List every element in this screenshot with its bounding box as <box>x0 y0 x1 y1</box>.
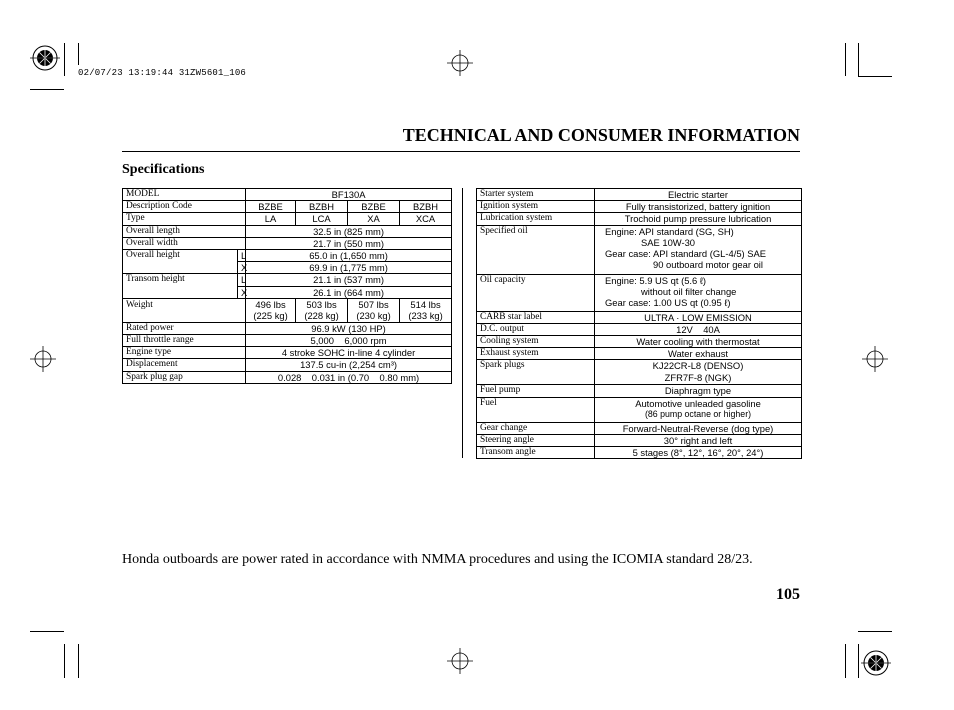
type-3: XA <box>348 213 400 225</box>
throttle-label: Full throttle range <box>123 335 246 347</box>
table-row <box>477 434 802 446</box>
fuel-value <box>595 397 802 422</box>
table-row <box>123 213 452 225</box>
height-x-key: X <box>238 262 246 274</box>
width-value: 21.7 in (550 mm) <box>246 237 452 249</box>
fuelpump-label: Fuel pump <box>477 385 595 397</box>
length-value: 32.5 in (825 mm) <box>246 225 452 237</box>
desc-code-2: BZBH <box>296 201 348 213</box>
type-2: LCA <box>296 213 348 225</box>
fuel-line-1: Automotive unleaded gasoline <box>635 397 761 409</box>
weight-1-kg: (225 kg) <box>253 310 288 322</box>
weight-label: Weight <box>123 298 246 322</box>
type-4: XCA <box>400 213 452 225</box>
table-row <box>477 201 802 213</box>
table-row <box>123 225 452 237</box>
type-label: Type <box>123 213 246 225</box>
fuel-line-2: (86 pump octane or higher) <box>644 408 752 419</box>
weight-3 <box>348 298 400 322</box>
table-row <box>123 298 452 322</box>
table-row <box>477 397 802 422</box>
registration-target-bottom-right <box>861 648 891 678</box>
weight-2-lbs: 503 lbs <box>306 298 337 310</box>
capacity-line-1: Engine: 5.9 US qt (5.6 ℓ) <box>605 274 707 286</box>
gap-label: Spark plug gap <box>123 371 246 383</box>
fuel-label: Fuel <box>477 397 595 422</box>
table-row <box>123 189 452 201</box>
type-1: LA <box>246 213 296 225</box>
registration-crosshair-top <box>447 50 473 76</box>
plugs-line-1: KJ22CR-L8 (DENSO) <box>652 360 744 372</box>
height-label: Overall height <box>123 250 238 274</box>
exhaust-label: Exhaust system <box>477 348 595 360</box>
transom-l-key: L <box>238 274 246 286</box>
carb-value: ULTRA · LOW EMISSION <box>595 311 802 323</box>
oil-line-1: Engine: API standard (SG, SH) <box>605 225 734 237</box>
oil-value <box>595 225 802 274</box>
oil-line-4: 90 outboard motor gear oil <box>653 259 763 271</box>
carb-label: CARB star label <box>477 311 595 323</box>
height-l-key: L <box>238 250 246 262</box>
weight-4-kg: (233 kg) <box>408 310 443 322</box>
displacement-value: 137.5 cu-in (2,254 cm³) <box>246 359 452 371</box>
weight-1 <box>246 298 296 322</box>
weight-3-lbs: 507 lbs <box>358 298 389 310</box>
capacity-line-3: Gear case: 1.00 US qt (0.95 ℓ) <box>605 297 731 309</box>
desc-code-3: BZBE <box>348 201 400 213</box>
plugs-value <box>595 360 802 385</box>
registration-crosshair-left <box>30 346 56 372</box>
table-row <box>123 237 452 249</box>
column-divider <box>462 188 463 458</box>
transom-l-value: 21.1 in (537 mm) <box>246 274 452 286</box>
table-row <box>477 422 802 434</box>
power-value: 96.9 kW (130 HP) <box>246 322 452 334</box>
weight-1-lbs: 496 lbs <box>255 298 286 310</box>
capacity-line-2: without oil filter change <box>641 285 737 297</box>
table-row <box>123 335 452 347</box>
table-row <box>123 347 452 359</box>
rating-footnote: Honda outboards are power rated in accordance with NMMA procedures and using the ICOMIA standard 28/23. <box>122 552 753 567</box>
desc-code-4: BZBH <box>400 201 452 213</box>
dc-value: 12V 40A <box>595 323 802 335</box>
lube-value: Trochoid pump pressure lubrication <box>595 213 802 225</box>
weight-2 <box>296 298 348 322</box>
model-value: BF130A <box>246 189 452 201</box>
transom-label: Transom height <box>123 274 238 298</box>
registration-crosshair-right <box>862 346 888 372</box>
plugs-line-2: ZFR7F-8 (NGK) <box>664 371 732 383</box>
table-row <box>123 274 452 286</box>
table-row <box>123 201 452 213</box>
cooling-label: Cooling system <box>477 336 595 348</box>
width-label: Overall width <box>123 237 246 249</box>
weight-4-lbs: 514 lbs <box>410 298 441 310</box>
cooling-value: Water cooling with thermostat <box>595 336 802 348</box>
table-row <box>477 213 802 225</box>
table-row <box>477 311 802 323</box>
steer-label: Steering angle <box>477 434 595 446</box>
transom-angle-label: Transom angle <box>477 447 595 459</box>
model-label: MODEL <box>123 189 246 201</box>
oil-line-3: Gear case: API standard (GL-4/5) SAE <box>605 248 767 260</box>
engine-value: 4 stroke SOHC in-line 4 cylinder <box>246 347 452 359</box>
desc-code-1: BZBE <box>246 201 296 213</box>
table-row <box>477 385 802 397</box>
table-row <box>123 371 452 383</box>
table-row <box>477 274 802 311</box>
gear-value: Forward-Neutral-Reverse (dog type) <box>595 422 802 434</box>
ignition-label: Ignition system <box>477 201 595 213</box>
length-label: Overall length <box>123 225 246 237</box>
dc-label: D.C. output <box>477 323 595 335</box>
table-row <box>477 336 802 348</box>
capacity-label: Oil capacity <box>477 274 595 311</box>
height-l-value: 65.0 in (1,650 mm) <box>246 250 452 262</box>
starter-value: Electric starter <box>595 189 802 201</box>
engine-label: Engine type <box>123 347 246 359</box>
page-title: TECHNICAL AND CONSUMER INFORMATION <box>402 125 800 145</box>
weight-4 <box>400 298 452 322</box>
fuelpump-value: Diaphragm type <box>595 385 802 397</box>
spec-table-left <box>122 188 452 384</box>
table-row <box>477 360 802 385</box>
table-row <box>477 447 802 459</box>
capacity-value <box>595 274 802 311</box>
table-row <box>477 348 802 360</box>
throttle-value: 5,000 6,000 rpm <box>246 335 452 347</box>
ignition-value: Fully transistorized, battery ignition <box>595 201 802 213</box>
transom-x-value: 26.1 in (664 mm) <box>246 286 452 298</box>
lube-label: Lubrication system <box>477 213 595 225</box>
table-row <box>123 359 452 371</box>
registration-target-top-left <box>30 43 60 73</box>
registration-crosshair-bottom <box>447 648 473 674</box>
exhaust-value: Water exhaust <box>595 348 802 360</box>
gear-label: Gear change <box>477 422 595 434</box>
table-row <box>123 250 452 262</box>
displacement-label: Displacement <box>123 359 246 371</box>
height-x-value: 69.9 in (1,775 mm) <box>246 262 452 274</box>
starter-label: Starter system <box>477 189 595 201</box>
table-row <box>477 225 802 274</box>
spec-table-right <box>476 188 802 459</box>
oil-label: Specified oil <box>477 225 595 274</box>
desc-code-label: Description Code <box>123 201 246 213</box>
transom-x-key: X <box>238 286 246 298</box>
print-stamp: 02/07/23 13:19:44 31ZW5601_106 <box>78 68 247 78</box>
steer-value: 30° right and left <box>595 434 802 446</box>
table-row <box>123 322 452 334</box>
gap-value: 0.028 0.031 in (0.70 0.80 mm) <box>246 371 452 383</box>
power-label: Rated power <box>123 322 246 334</box>
title-rule <box>122 151 800 152</box>
plugs-label: Spark plugs <box>477 360 595 385</box>
oil-line-2: SAE 10W-30 <box>641 236 696 248</box>
weight-3-kg: (230 kg) <box>356 310 391 322</box>
page-number: 105 <box>776 586 800 603</box>
table-row <box>477 189 802 201</box>
section-heading: Specifications <box>122 162 205 177</box>
weight-2-kg: (228 kg) <box>304 310 339 322</box>
transom-angle-value: 5 stages (8°, 12°, 16°, 20°, 24°) <box>595 447 802 459</box>
table-row <box>477 323 802 335</box>
